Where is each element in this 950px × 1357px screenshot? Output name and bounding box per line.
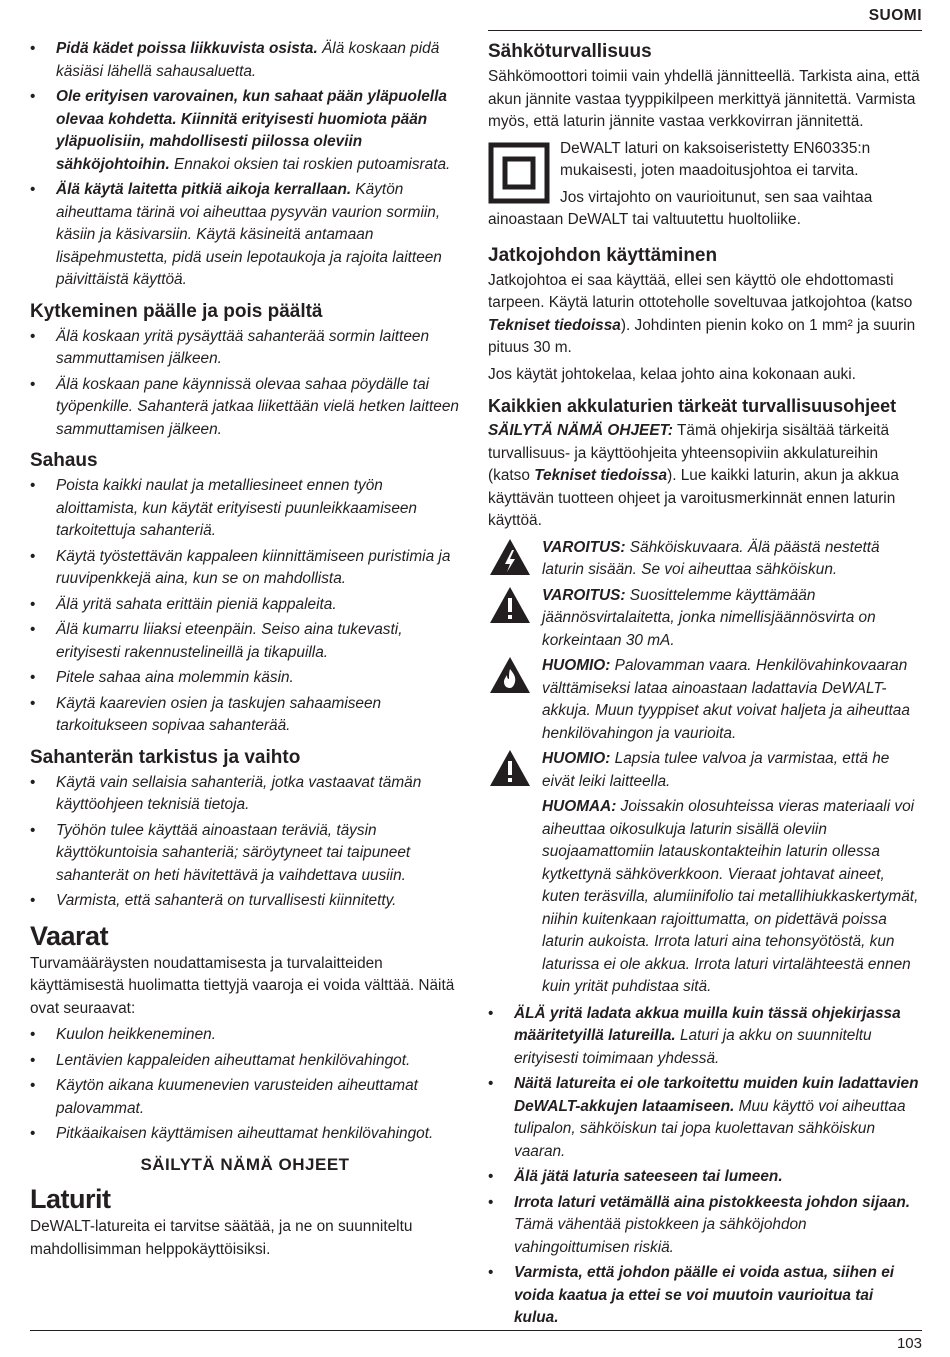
list-item: • Irrota laturi vetämällä aina pistokkeesta johdon sijaan. Tämä vähentää pistokkeen ja sähköjohdon vahingoittumisen riskiä. xyxy=(488,1192,920,1260)
notice-foreign-material: HUOMAA: Joissakin olosuhteissa vieras materiaali voi aiheuttaa oikosulkuja laturin sisällä oleviin suojaamattomiin latauskontakteihin laturin ollessa kytkettynä sähköverkkoon. Vieraat johtavat aineet, kuten teräsvilla, alumiinifolio tai metallihiukkaskertymät, niihin kuitenkaan rajoittumatta, on pidettävä poissa laturin aukoista. Irrota laturi aina tehonsyötöstä, kun laturissa ei ole akkua. Irrota laturi virtalähteestä ennen kuin yrität puhdistaa sitä. xyxy=(542,798,919,995)
list-item: • Pitkäaikaisen käyttämisen aiheuttamat henkilövahingot. xyxy=(30,1123,460,1146)
sawing-list xyxy=(30,475,460,738)
list-item: • Varmista, että sahanterä on turvallisesti kiinnitetty. xyxy=(30,890,460,913)
double-insulation-icon xyxy=(488,142,550,204)
section-heading-chargers: Laturit xyxy=(30,1184,111,1214)
save-instructions-heading: SÄILYTÄ NÄMÄ OHJEET xyxy=(140,1154,350,1174)
extension-p2: Jos käytät johtokelaa, kelaa johto aina kokonaan auki. xyxy=(488,365,856,383)
list-item: • Kuulon heikkeneminen. xyxy=(30,1024,460,1047)
list-item: • Pidä kädet poissa liikkuvista osista. Älä koskaan pidä käsiäsi lähellä sahausaluetta. xyxy=(30,38,460,83)
warning-rcd: VAROITUS: Suosittelemme käyttämään jäännösvirtalaitetta, jonka nimellisjäännösvirta on korkeintaan 30 mA. xyxy=(488,585,920,653)
left-column xyxy=(30,38,460,1265)
list-item: • Käytä työstettävän kappaleen kiinnittämiseen puristimia ja ruuvipenkkejä aina, kun se on mahdollista. xyxy=(30,546,460,591)
list-item: • Käytä vain sellaisia sahanteriä, jotka vastaavat tämän käyttöohjeen teknisiä tietoja. xyxy=(30,772,460,817)
list-item: • Poista kaikki naulat ja metalliesineet ennen työn aloittamista, kun käytät erityisesti puunleikkaamiseen tarkoitettuja sahanteriä. xyxy=(30,475,460,543)
list-item: • Varmista, että johdon päälle ei voida astua, siihen ei voida kaatua ja ettei se voi muutoin vaurioitua tai kulua. xyxy=(488,1262,920,1330)
list-item: • Älä kumarru liiaksi eteenpäin. Seiso aina tukevasti, erityisesti rakennustelineillä ja tikapuilla. xyxy=(30,619,460,664)
hazards-list xyxy=(30,1024,460,1146)
important-p1: SÄILYTÄ NÄMÄ OHJEET: Tämä ohjekirja sisältää tärkeitä turvallisuus- ja käyttöohjeita yhteensopiviin akkulatureihin (katso Tekniset tiedoissa). Lue kaikki laturin, akun ja akkua käyttävän tuotteen ohjeet ja varoitusmerkinnät ennen laturin käyttöä. xyxy=(488,422,899,529)
electrical-p1: Sähkömoottori toimii vain yhdellä jännitteellä. Tarkista aina, että akun jännite vastaa tyyppikilpeen merkittyä jännitettä. Varmista myös, että laturin jännite vastaa verkkovirran jännitettä. xyxy=(488,68,920,130)
list-item: • Käytä kaarevien osien ja taskujen sahaamiseen tarkoitukseen sopivaa sahanterää. xyxy=(30,693,460,738)
section-heading-sawing: Sahaus xyxy=(30,450,98,471)
hazards-intro: Turvamääräysten noudattamisesta ja turvalaitteiden käyttämisestä huolimatta tiettyjä vaaroja ei voida välttää. Näitä ovat seuraavat: xyxy=(30,954,455,1017)
section-heading-electrical: Sähköturvallisuus xyxy=(488,41,652,62)
switching-list xyxy=(30,326,460,442)
list-item: • ÄLÄ yritä ladata akkua muilla kuin tässä ohjekirjassa määritetyillä latureilla. Laturi ja akku on suunniteltu erityisesti toimimaan yhdessä. xyxy=(488,1003,920,1071)
section-heading-blade: Sahanterän tarkistus ja vaihto xyxy=(30,746,301,768)
list-item: • Älä koskaan pane käynnissä olevaa sahaa pöydälle tai työpenkille. Sahanterä jatkaa liikettään vielä hetken laitteen sammuttamisen jälkeen. xyxy=(30,374,460,442)
header-rule xyxy=(488,30,922,31)
double-insulation-block xyxy=(488,138,920,236)
electrical-p3: Jos virtajohto on vaurioitunut, sen saa vaihtaa ainoastaan DeWALT tai valtuutettu huoltoliike. xyxy=(488,188,873,228)
footer-rule xyxy=(30,1330,922,1331)
exclamation-icon xyxy=(488,748,532,788)
list-item: • Näitä latureita ei ole tarkoitettu muiden kuin ladattavien DeWALT-akkujen lataamiseen. Muu käyttö voi aiheuttaa tulipalon, sähköiskun tai jopa kuolettavan sähköiskun vaaran. xyxy=(488,1073,920,1163)
electrical-p2: DeWALT laturi on kaksoiseristetty EN60335:n mukaisesti, joten maadoitusjohtoa ei tarvita. xyxy=(560,139,871,179)
list-item: • Ole erityisen varovainen, kun sahaat pään yläpuolella olevaa kohdetta. Kiinnitä erityisesti huomiota pään yläpuolisiin, mahdollisesti piilossa oleviin sähköjohtoihin. Ennakoi oksien tai roskien putoamisrata. xyxy=(30,86,460,176)
fire-icon xyxy=(488,655,532,695)
section-heading-hazards: Vaarat xyxy=(30,920,109,951)
chargers-text: DeWALT-latureita ei tarvitse säätää, ja ne on suunniteltu mahdollisimman helppokäyttöisiksi. xyxy=(30,1218,413,1258)
electric-shock-icon xyxy=(488,537,532,577)
blade-list xyxy=(30,772,460,913)
list-item: • Älä käytä laitetta pitkiä aikoja kerrallaan. Käytön aiheuttama tärinä voi aiheuttaa pysyvän vaurion sormiin, käsiin ja käsivarsiin. Käytä käsineitä antamaan lisäpehmustetta, pidä usein lepotaukoja ja rajoita laitteen päivittäistä käyttöä. xyxy=(30,179,460,292)
language-label: SUOMI xyxy=(868,7,922,24)
list-item: • Älä koskaan yritä pysäyttää sahanterää sormin laitteen sammuttamisen jälkeen. xyxy=(30,326,460,371)
list-item: • Lentävien kappaleiden aiheuttamat henkilövahingot. xyxy=(30,1050,460,1073)
list-item: • Työhön tulee käyttää ainoastaan teräviä, täysin käyttökuntoisia sahanteriä; säröytyneet tai taipuneet sahanterät on heti hävitettävä ja vaihdettava uusiin. xyxy=(30,820,460,888)
section-heading-extension: Jatkojohdon käyttäminen xyxy=(488,244,718,266)
list-item: • Pitele sahaa aina molemmin käsin. xyxy=(30,667,460,690)
page-number: 103 xyxy=(896,1335,922,1352)
section-heading-important: Kaikkien akkulaturien tärkeät turvallisuusohjeet xyxy=(488,396,897,416)
caution-burn: HUOMIO: Palovamman vaara. Henkilövahinkovaaran välttämiseksi lataa ainoastaan ladattavia DeWALT-akkuja. Muun tyyppiset akut voivat haljeta ja aiheuttaa henkilövahingon ja vaurioita. xyxy=(488,655,920,745)
caution-children: HUOMIO: Lapsia tulee valvoa ja varmistaa, että he eivät leiki laitteella. xyxy=(488,748,920,793)
charger-bullet-list xyxy=(488,1003,920,1330)
list-item: • Käytön aikana kuumenevien varusteiden aiheuttamat palovammat. xyxy=(30,1075,460,1120)
right-column xyxy=(488,38,920,1333)
list-item: • Älä yritä sahata erittäin pieniä kappaleita. xyxy=(30,594,460,617)
list-item: • Älä jätä laturia sateeseen tai lumeen. xyxy=(488,1166,920,1189)
exclamation-icon xyxy=(488,585,532,625)
extension-p1: Jatkojohtoa ei saa käyttää, ellei sen käyttö ole ehdottomasti tarpeen. Käytä laturin ottoteholle soveltuvaa jatkojohtoa (katso Tekniset tiedoissa). Johdinten pienin koko on 1 mm² ja suurin pituus 30 m. xyxy=(488,271,916,356)
warning-electric-shock: VAROITUS: Sähköiskuvaara. Älä päästä nestettä laturin sisään. Se voi aiheuttaa sähköiskun. xyxy=(488,537,920,582)
top-bullet-list xyxy=(30,38,460,292)
section-heading-switching: Kytkeminen päälle ja pois päältä xyxy=(30,300,323,322)
